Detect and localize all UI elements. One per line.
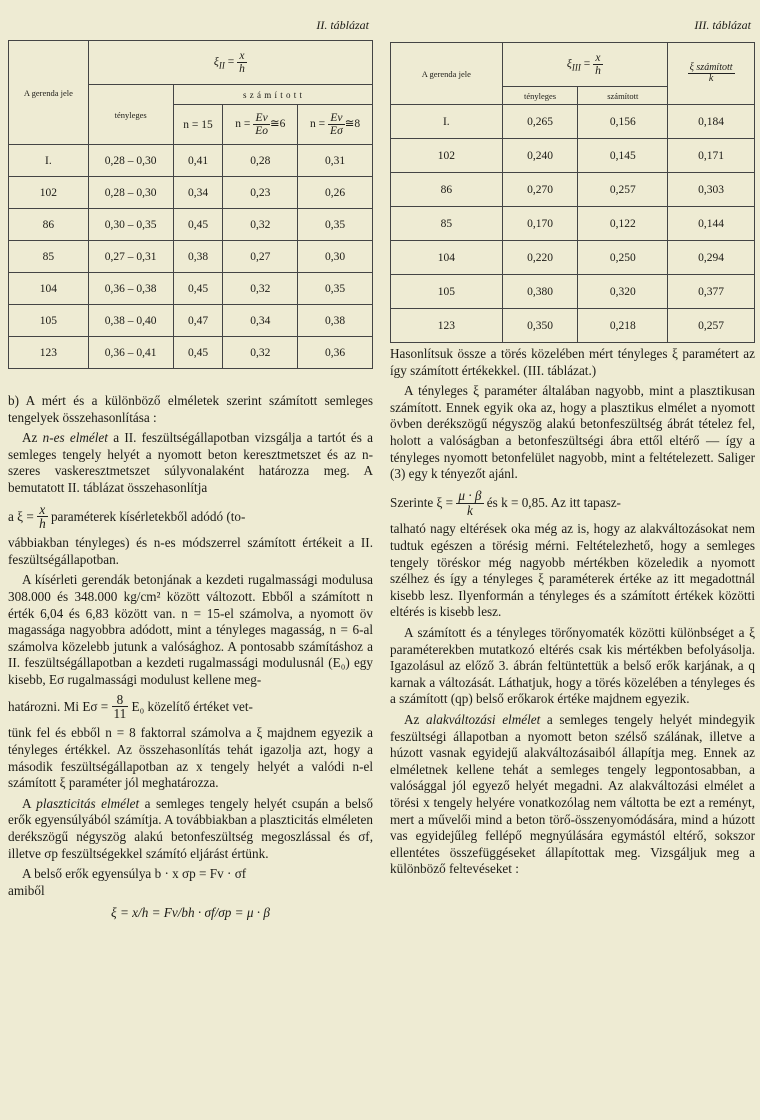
lp3-a: A bbox=[22, 795, 37, 811]
section-heading bbox=[8, 393, 373, 426]
table-iii-formula-frac bbox=[593, 52, 603, 77]
table-ii-col-n6 bbox=[223, 105, 298, 145]
table-iii-cell: 0,265 bbox=[502, 105, 578, 139]
table-iii-k-frac bbox=[688, 63, 735, 85]
lp1-a: Az bbox=[22, 430, 43, 446]
table-ii-cell: 0,26 bbox=[298, 177, 373, 209]
table-iii-col-actual: tényleges bbox=[502, 87, 578, 105]
table-ii-cell: 0,38 bbox=[298, 305, 373, 337]
table-ii-n6-lhs: n = bbox=[235, 118, 251, 131]
left-text bbox=[8, 393, 373, 926]
table-ii-cell: 0,32 bbox=[223, 337, 298, 369]
right-paragraph-3 bbox=[390, 521, 755, 621]
table-ii-n8-val: ≅8 bbox=[344, 118, 361, 131]
table-iii-row bbox=[391, 207, 755, 241]
table-iii-cell: 105 bbox=[391, 275, 503, 309]
left-paragraph-2b bbox=[8, 725, 373, 791]
table-ii-cell: 0,28 bbox=[223, 145, 298, 177]
table-ii-body bbox=[9, 145, 373, 369]
table-ii-cell: I. bbox=[9, 145, 89, 177]
table-iii-cell: 85 bbox=[391, 207, 503, 241]
right-text bbox=[390, 346, 755, 882]
table-ii-row bbox=[9, 241, 373, 273]
table-iii-k-num: ξ számított bbox=[689, 61, 733, 73]
table-ii-cell: 0,45 bbox=[173, 337, 223, 369]
table-iii-cell: 123 bbox=[391, 309, 503, 343]
rp3-b: talható nagy eltérések oka még az is, hogy az alakváltozásokat nem tudtuk egészen a törésig mérni. Feltételezhető, hogy a semleges tengely töréskor még nagyobb mértékben közeledik a nyomott szélhez és így a tényleges ξ paraméterek értéke az itt megadottnál kisebb lesz. Ilyenformán a tényleges és a számított értékek közötti eltérés is kisebb lesz. bbox=[390, 521, 755, 620]
table-ii-cell: 102 bbox=[9, 177, 89, 209]
table-ii-xi-sub: II bbox=[218, 60, 225, 71]
table-ii-row bbox=[9, 209, 373, 241]
table-iii-cell: 0,350 bbox=[502, 309, 578, 343]
rp3-eq-post: és k = 0,85. Az itt tapasz- bbox=[486, 494, 621, 510]
lp2-eq-frac bbox=[112, 693, 129, 722]
left-eq-esigma bbox=[8, 693, 373, 722]
table-ii-n6-num: Ev bbox=[253, 112, 270, 125]
left-paragraph-2 bbox=[8, 572, 373, 688]
rp2: A tényleges ξ paraméter általában nagyobb, mint a plasztikusan számított. Ennek egyik oka az, hogy a plasztikus elmélet a nyomott övben derékszögű négyszög alakú betonfeszültség ábrát tételez fel, holott a valóságban a betonfeszültségi ábra ettől eltérő — így a tényleges nyomott betonfelület nagyobb, mint a feltételezett. Saliger (3) egy k tényezőt ajánl. bbox=[390, 383, 755, 482]
table-ii-cell: 0,36 bbox=[298, 337, 373, 369]
table-ii-row bbox=[9, 337, 373, 369]
table-ii-n6-frac bbox=[253, 112, 270, 137]
table-iii-row bbox=[391, 241, 755, 275]
table-ii-cell: 0,23 bbox=[223, 177, 298, 209]
table-iii-row bbox=[391, 139, 755, 173]
table-ii-formula-den: h bbox=[239, 63, 245, 75]
lp1-eq-post: paraméterek kísérletekből adódó (to- bbox=[50, 508, 246, 524]
lp1-em: n-es elmélet bbox=[42, 430, 108, 446]
right-paragraph-5 bbox=[390, 712, 755, 878]
table-iii-cell: 102 bbox=[391, 139, 503, 173]
right-paragraph-4 bbox=[390, 625, 755, 708]
table-iii-formula-den: h bbox=[595, 65, 601, 77]
rp5-em: alakváltozási elmélet bbox=[426, 712, 541, 727]
table-ii-cell: 123 bbox=[9, 337, 89, 369]
lp2-eq-den: 11 bbox=[113, 706, 127, 722]
table-iii-xi: ξ bbox=[566, 58, 572, 71]
table-ii-cell: 0,45 bbox=[173, 273, 223, 305]
eq-final-text: ξ = x/h = Fv/bh · σf/σp = μ · β bbox=[111, 905, 270, 921]
table-iii-cell: 0,257 bbox=[668, 309, 755, 343]
right-paragraph-1 bbox=[390, 346, 755, 379]
table-iii-cell: 0,257 bbox=[578, 173, 668, 207]
section-heading-text: b) A mért és a különböző elméletek szerint számított semleges tengelyek összehasonlítása : bbox=[8, 393, 373, 425]
table-ii-caption: II. táblázat bbox=[316, 18, 369, 32]
lp3-em: plaszticitás elmélet bbox=[36, 795, 140, 811]
lp1-eq-num: x bbox=[37, 503, 48, 518]
table-iii-row bbox=[391, 275, 755, 309]
table-iii-cell: 0,270 bbox=[502, 173, 578, 207]
left-paragraph-4 bbox=[8, 866, 373, 899]
table-iii-cell: 0,145 bbox=[578, 139, 668, 173]
table-iii-cell: 0,156 bbox=[578, 105, 668, 139]
lp3-b: a semleges tengely helyét csupán a belső erők egyensúlyából számítja. A továbbiakban a plaszticitás elméleten derékszögű négyszög alakú betonfeszültség megoszlással és σf, illetve σp feszültségekkel számító eljárást értünk. bbox=[8, 795, 373, 861]
table-ii-cell: 0,32 bbox=[223, 209, 298, 241]
table-ii-xi: ξ bbox=[213, 56, 219, 69]
table-ii-col-actual: tényleges bbox=[88, 85, 173, 145]
table-iii-cell: I. bbox=[391, 105, 503, 139]
table-ii bbox=[8, 40, 373, 369]
table-ii-cell: 0,34 bbox=[173, 177, 223, 209]
right-paragraph-2 bbox=[390, 383, 755, 483]
table-ii-cell: 0,38 bbox=[173, 241, 223, 273]
table-iii-cell: 0,170 bbox=[502, 207, 578, 241]
table-iii-cell: 0,250 bbox=[578, 241, 668, 275]
table-iii-formula-num: x bbox=[593, 52, 603, 65]
table-ii-cell: 0,47 bbox=[173, 305, 223, 337]
table-iii-col-calc: számított bbox=[578, 87, 668, 105]
left-eq-final bbox=[8, 905, 373, 922]
rp4: A számított és a tényleges törőnyomaték közötti különbséget a ξ paraméterekben mutatkozó eltérés csak kis mértékben befolyásolja. Igazolásul az előző 3. ábrán feltüntettük a belső erők karjának, a q karnak a változását. Láthatjuk, hogy a törés közelében a tényleges és a számított (qp) belső erőkarok értéke majdnem egyezik. bbox=[390, 625, 755, 707]
lp1-eq-den: h bbox=[39, 516, 46, 532]
lp2-eq-num: 8 bbox=[112, 693, 129, 708]
lp2-eq-post: E₀ közelítő értéket vet- bbox=[131, 698, 253, 714]
table-iii-row bbox=[391, 173, 755, 207]
left-paragraph-1 bbox=[8, 430, 373, 496]
table-iii-cell: 0,294 bbox=[668, 241, 755, 275]
table-ii-formula-frac bbox=[237, 50, 247, 75]
lp2-eq-pre: határozni. Mi Eσ = bbox=[8, 698, 109, 714]
table-iii-formula: $\xi_{III}$ = $\frac{x}{h}$ bbox=[502, 43, 668, 87]
table-ii-col-n8 bbox=[298, 105, 373, 145]
table-iii-cell: 104 bbox=[391, 241, 503, 275]
table-ii-cell: 0,41 bbox=[173, 145, 223, 177]
table-iii-k-den: k bbox=[708, 73, 714, 84]
lp1-eq-pre: a ξ = bbox=[8, 508, 34, 524]
table-ii-n6-den: Eo bbox=[255, 125, 269, 137]
table-ii-cell: 0,36 – 0,41 bbox=[88, 337, 173, 369]
left-eq-xi bbox=[8, 503, 373, 532]
rp3-eq-frac bbox=[456, 489, 483, 518]
table-ii-n8-num: Ev bbox=[328, 112, 345, 125]
table-ii-cell: 0,28 – 0,30 bbox=[88, 145, 173, 177]
rp5-a: Az bbox=[404, 712, 426, 727]
table-iii-row bbox=[391, 105, 755, 139]
table-iii-cell: 0,171 bbox=[668, 139, 755, 173]
table-iii-cell: 0,380 bbox=[502, 275, 578, 309]
lp1-c: vábbiakban tényleges) és n-es módszerrel számított értékeit a II. feszültségállapotban. bbox=[8, 535, 373, 567]
table-ii-col-n15: n = 15 bbox=[173, 105, 223, 145]
table-ii-cell: 105 bbox=[9, 305, 89, 337]
table-ii-cell: 0,27 bbox=[223, 241, 298, 273]
table-iii-row bbox=[391, 309, 755, 343]
table-iii-cell: 0,320 bbox=[578, 275, 668, 309]
table-iii-cell: 86 bbox=[391, 173, 503, 207]
table-ii-n8-frac bbox=[328, 112, 345, 137]
table-ii-n8-den: Eσ bbox=[330, 125, 343, 137]
table-iii-cell: 0,377 bbox=[668, 275, 755, 309]
rp3-eq-den: k bbox=[467, 502, 473, 518]
left-paragraph-3 bbox=[8, 796, 373, 862]
rp3-eq-num: μ · β bbox=[458, 487, 482, 503]
table-ii-col-id bbox=[9, 41, 89, 145]
table-ii-row bbox=[9, 273, 373, 305]
table-iii-caption: III. táblázat bbox=[694, 18, 751, 32]
table-ii-cell: 0,38 – 0,40 bbox=[88, 305, 173, 337]
lp4-b: amiből bbox=[8, 882, 45, 898]
rp3-eq-pre: Szerinte ξ = bbox=[390, 494, 454, 510]
table-iii-body bbox=[391, 105, 755, 343]
table-ii-cell: 0,45 bbox=[173, 209, 223, 241]
table-ii-cell: 0,35 bbox=[298, 209, 373, 241]
table-ii-cell: 0,30 bbox=[298, 241, 373, 273]
table-iii-cell: 0,122 bbox=[578, 207, 668, 241]
table-ii-subhead: s z á m í t o t t bbox=[173, 85, 372, 105]
lp1-eq-frac bbox=[37, 503, 48, 532]
table-iii-xi-sub: III bbox=[571, 62, 581, 73]
lp4: A belső erők egyensúlya b · x σp = Fv · σf bbox=[22, 866, 247, 882]
table-ii-n6-val: ≅6 bbox=[270, 118, 286, 131]
table-ii-cell: 0,35 bbox=[298, 273, 373, 305]
rp1: Hasonlítsuk össze a törés közelében mért tényleges ξ paramétert az így számított értékekkel. (III. táblázat.) bbox=[390, 346, 755, 378]
left-paragraph-1c bbox=[8, 535, 373, 568]
table-ii-row bbox=[9, 177, 373, 209]
lp1-b: a II. feszültségállapotban vizsgálja a tartót és a semleges tengely helyét a nyomott beton keresztmetszet és az n-szeres vaskeresztmetszet súlyvonalaként határozza meg. A bemutatott II. táblázat összehasonlítja bbox=[8, 430, 373, 495]
table-ii-cell: 104 bbox=[9, 273, 89, 305]
table-ii-formula: $\xi_{II}$ = $\frac{x}{h}$ bbox=[88, 41, 372, 85]
table-iii-cell: 0,184 bbox=[668, 105, 755, 139]
table-ii-row bbox=[9, 305, 373, 337]
right-eq-saliger bbox=[390, 489, 755, 518]
table-iii-col-id: A gerenda jele bbox=[391, 43, 503, 105]
table-ii-formula-num: x bbox=[237, 50, 247, 63]
lp2-a: A kísérleti gerendák betonjának a kezdeti rugalmassági modulusa 308.000 és 348.000 kg/cm² között változott. Ebből a számított n érték 6,04 és 6,83 között van. n = 15-el számolva, a nyomott öv magassága nagyobbra adódott, mint a tényleges magasság, n = 6-al számolva közelebb jutunk a valósághoz. A pontosabb számításhoz a II. feszültségállapotban a kezdeti rugalmassági modulusnál (E₀) egy kisebb, Eσ rugalmassági modulust kellene meg- bbox=[8, 572, 373, 688]
table-ii-col-id-text: A gerenda jele bbox=[23, 87, 73, 98]
table-ii-n8-lhs: n = bbox=[310, 118, 326, 131]
table-iii-cell: 0,220 bbox=[502, 241, 578, 275]
lp2-b: tünk fel és ebből n = 8 faktorral számolva a ξ majdnem egyezik a tényleges értékkel. Az összehasonlítás tehát igazolja azt, hogy a második feszültségállapotban az x tengely helyét a valódi n-el számított ξ paraméter jól meghatározza. bbox=[8, 725, 373, 791]
rp5-b: a semleges tengely helyét mindegyik feszültségi állapotban a nyomott beton szélső szálának, illetve a húzott vasnak egyidejű alakváltozásaiból állapítja meg. Ennek az elméletnek kellene tehát a semleges tengely legpontosabban, a valósággal jól egyező helyét megadni. Az alakváltozási elmélet a törési x tengely helyére vonatkozólag nem váltotta be ezt a reményt, mert a művelői mind a beton törő-összenyomódására, mind a húzott vas egyidejűleg fellépő megnyúlására egymástól eltérő, sokszor ellentétes összefüggéseket állapítottak meg. Vizsgáljuk meg a különböző feltevéseket : bbox=[390, 712, 756, 877]
table-ii-cell: 0,30 – 0,35 bbox=[88, 209, 173, 241]
table-iii-cell: 0,303 bbox=[668, 173, 755, 207]
table-ii-cell: 0,32 bbox=[223, 273, 298, 305]
table-ii-cell: 86 bbox=[9, 209, 89, 241]
table-ii-cell: 0,28 – 0,30 bbox=[88, 177, 173, 209]
table-ii-cell: 0,27 – 0,31 bbox=[88, 241, 173, 273]
table-ii-cell: 0,36 – 0,38 bbox=[88, 273, 173, 305]
table-ii-cell: 85 bbox=[9, 241, 89, 273]
table-iii-cell: 0,144 bbox=[668, 207, 755, 241]
table-iii bbox=[390, 42, 755, 343]
table-ii-row bbox=[9, 145, 373, 177]
table-iii-cell: 0,218 bbox=[578, 309, 668, 343]
table-ii-cell: 0,34 bbox=[223, 305, 298, 337]
table-iii-col-k bbox=[668, 43, 755, 105]
table-iii-cell: 0,240 bbox=[502, 139, 578, 173]
table-ii-cell: 0,31 bbox=[298, 145, 373, 177]
